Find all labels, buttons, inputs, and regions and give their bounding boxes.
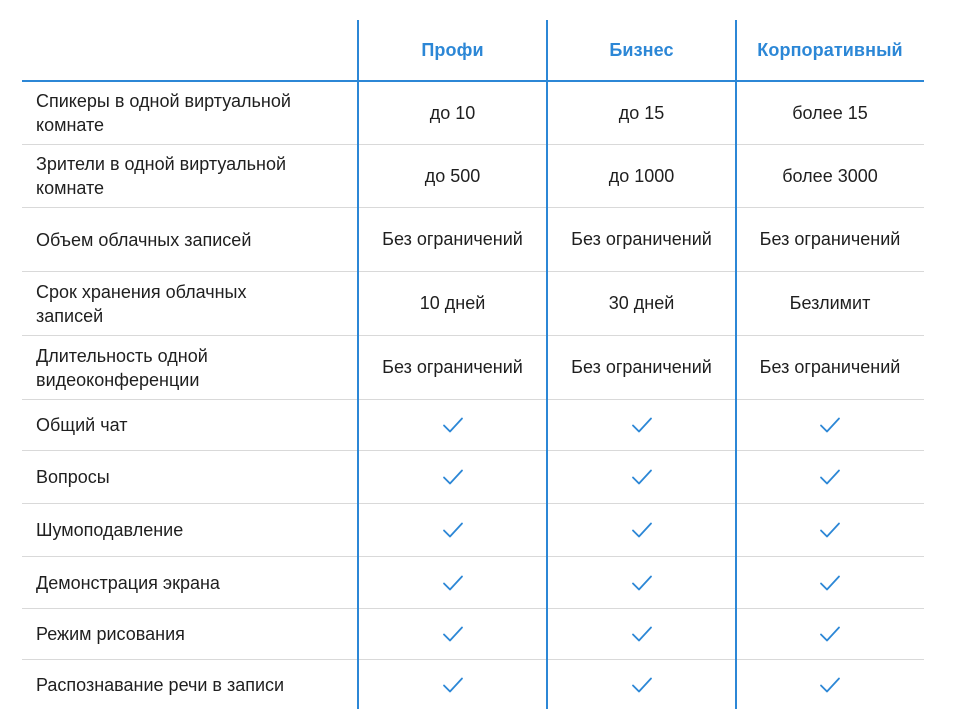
checkmark-icon <box>819 521 841 539</box>
plan-cell-business <box>547 82 736 144</box>
plan-cell-corporate <box>736 145 924 207</box>
plan-cell-business <box>547 272 736 335</box>
plan-cell-profi <box>358 145 547 207</box>
plan-cell-business <box>547 400 736 450</box>
feature-cell <box>22 272 358 335</box>
feature-cell <box>22 609 358 659</box>
table-row <box>22 82 924 145</box>
plan-cell-business <box>547 504 736 556</box>
plan-cell-corporate <box>736 82 924 144</box>
feature-cell <box>22 336 358 399</box>
checkmark-icon <box>819 625 841 643</box>
plan-cell-profi <box>358 82 547 144</box>
plan-cell-business <box>547 145 736 207</box>
plan-cell-corporate <box>736 336 924 399</box>
table-row <box>22 504 924 557</box>
plan-cell-corporate <box>736 400 924 450</box>
feature-cell <box>22 557 358 608</box>
table-row <box>22 660 924 709</box>
plan-cell-corporate <box>736 504 924 556</box>
plan-value: Без ограничений <box>571 357 712 377</box>
plan-value: до 1000 <box>608 165 675 186</box>
column-divider-1 <box>357 20 359 709</box>
checkmark-icon <box>631 574 653 592</box>
plan-cell-profi <box>358 557 547 608</box>
plan-header-corporate <box>736 20 924 80</box>
feature-label: Зрители в одной виртуальной комнате <box>36 154 287 198</box>
plan-cell-profi <box>358 336 547 399</box>
table-body <box>22 82 924 709</box>
plan-value: Без ограничений <box>571 229 712 249</box>
feature-cell <box>22 400 358 450</box>
plan-value: Безлимит <box>789 293 871 313</box>
table-row <box>22 557 924 609</box>
plan-cell-corporate <box>736 272 924 335</box>
plan-cell-profi <box>358 660 547 709</box>
checkmark-icon <box>631 521 653 539</box>
checkmark-icon <box>819 416 841 434</box>
plan-cell-corporate <box>736 557 924 608</box>
plan-cell-business <box>547 609 736 659</box>
checkmark-icon <box>442 625 464 643</box>
table-header-row <box>22 20 924 82</box>
table-row <box>22 208 924 272</box>
feature-label: Спикеры в одной виртуальной комнате <box>36 91 291 135</box>
table-row <box>22 336 924 400</box>
feature-label: Вопросы <box>36 467 110 487</box>
plan-cell-business <box>547 208 736 271</box>
table-row <box>22 145 924 208</box>
plan-value: до 10 <box>429 102 476 123</box>
plan-cell-corporate <box>736 208 924 271</box>
plan-cell-profi <box>358 504 547 556</box>
checkmark-icon <box>631 416 653 434</box>
table-row <box>22 400 924 451</box>
checkmark-icon <box>819 468 841 486</box>
checkmark-icon <box>631 625 653 643</box>
plan-name-corporate: Корпоративный <box>757 39 903 60</box>
plan-cell-profi <box>358 272 547 335</box>
plan-cell-business <box>547 557 736 608</box>
feature-cell <box>22 145 358 207</box>
plan-cell-profi <box>358 208 547 271</box>
plan-cell-business <box>547 451 736 503</box>
table-row <box>22 451 924 504</box>
plan-name-business: Бизнес <box>609 39 674 60</box>
checkmark-icon <box>819 574 841 592</box>
feature-label: Объем облачных записей <box>36 229 252 250</box>
feature-cell <box>22 451 358 503</box>
checkmark-icon <box>442 574 464 592</box>
plan-cell-profi <box>358 451 547 503</box>
checkmark-icon <box>819 676 841 694</box>
plan-value: 30 дней <box>608 293 675 313</box>
column-divider-2 <box>546 20 548 709</box>
plan-cell-business <box>547 336 736 399</box>
feature-label: Длительность одной видеоконференции <box>36 345 208 390</box>
feature-label: Общий чат <box>36 415 128 435</box>
plan-value: Без ограничений <box>759 357 901 377</box>
plan-cell-business <box>547 660 736 709</box>
plan-value: Без ограничений <box>382 357 523 377</box>
header-empty-cell <box>22 20 358 80</box>
plan-cell-profi <box>358 400 547 450</box>
checkmark-icon <box>442 521 464 539</box>
feature-cell <box>22 208 358 271</box>
plan-value: до 500 <box>424 165 481 186</box>
table-row <box>22 609 924 660</box>
plan-value: более 3000 <box>782 165 878 186</box>
plan-cell-corporate <box>736 609 924 659</box>
plan-value: Без ограничений <box>382 229 523 249</box>
plan-value: Без ограничений <box>759 229 901 249</box>
feature-label: Распознавание речи в записи <box>36 674 285 695</box>
plan-cell-profi <box>358 609 547 659</box>
feature-label: Демонстрация экрана <box>36 572 220 593</box>
feature-label: Режим рисования <box>36 624 185 644</box>
checkmark-icon <box>442 416 464 434</box>
pricing-comparison-table <box>22 20 924 709</box>
plan-cell-corporate <box>736 451 924 503</box>
feature-cell <box>22 82 358 144</box>
plan-header-profi <box>358 20 547 80</box>
checkmark-icon <box>631 468 653 486</box>
table-row <box>22 272 924 336</box>
plan-name-profi: Профи <box>421 39 484 60</box>
plan-cell-corporate <box>736 660 924 709</box>
plan-value: более 15 <box>792 102 868 123</box>
feature-label: Срок хранения облачных записей <box>36 281 247 326</box>
checkmark-icon <box>442 676 464 694</box>
checkmark-icon <box>442 468 464 486</box>
checkmark-icon <box>631 676 653 694</box>
feature-cell <box>22 660 358 709</box>
plan-value: до 15 <box>618 102 665 123</box>
plan-value: 10 дней <box>419 293 486 313</box>
column-divider-3 <box>735 20 737 709</box>
feature-label: Шумоподавление <box>36 520 184 540</box>
plan-header-business <box>547 20 736 80</box>
feature-cell <box>22 504 358 556</box>
